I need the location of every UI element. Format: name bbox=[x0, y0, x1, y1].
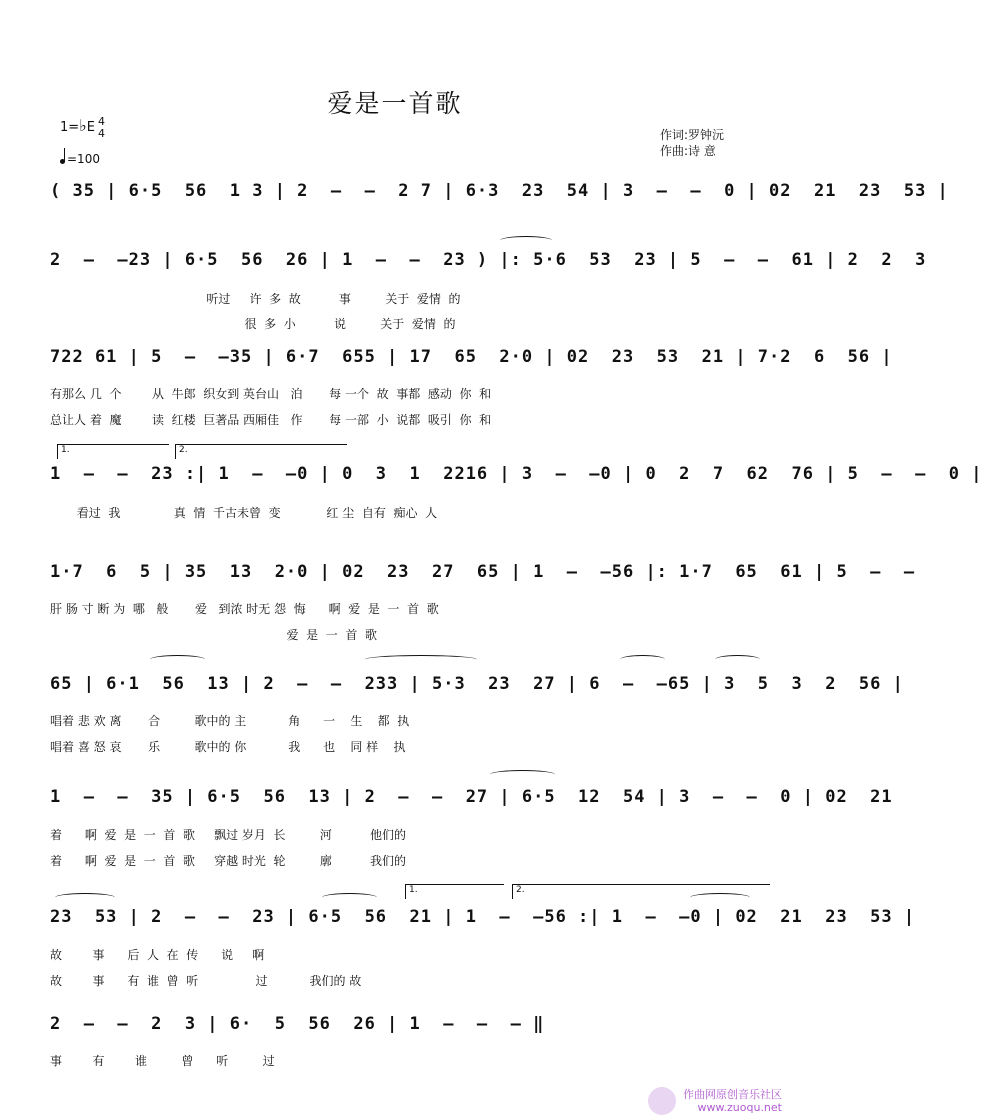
slur bbox=[715, 655, 760, 664]
system-8-notes: 23 53 | 2 – – 23 | 6·5 56 21 | 1 – –56 :| 1 – –0 | 02 21 23 53 | bbox=[50, 907, 916, 927]
time-top: 4 bbox=[98, 115, 105, 128]
system-2-lyrics-1: 听过 许 多 故 事 关于 爱情 的 bbox=[50, 292, 461, 306]
system-4-notes: 1 – – 23 :| 1 – –0 | 0 3 1 2216 | 3 – –0 | 0 2 7 62 76 | 5 – – 0 | bbox=[50, 464, 983, 484]
system-9-lyrics-1: 事 有 谁 曾 听 过 bbox=[50, 1054, 275, 1068]
tempo-value: =100 bbox=[67, 152, 100, 166]
system-7-lyrics-2: 着 啊 爱 是 一 首 歌 穿越 时光 轮 廓 我们的 bbox=[50, 854, 407, 868]
note-stem bbox=[64, 148, 65, 162]
key-signature bbox=[60, 115, 105, 140]
credits bbox=[660, 127, 724, 159]
volta-2: 2. bbox=[175, 444, 347, 459]
site-logo-icon bbox=[648, 1087, 676, 1115]
system-1-notes: ( 35 | 6·5 56 1 3 | 2 – – 2 7 | 6·3 23 54 | 3 – – 0 | 02 21 23 53 | bbox=[50, 181, 949, 201]
system-6-lyrics-2: 唱着 喜 怒 哀 乐 歌中的 你 我 也 同 样 执 bbox=[50, 740, 406, 754]
slur bbox=[500, 236, 552, 245]
flat-symbol: ♭ bbox=[79, 116, 87, 135]
system-3-lyrics-2: 总让人 着 魔 读 红楼 巨著品 西厢佳 作 每 一部 小 说都 吸引 你 和 bbox=[50, 413, 492, 427]
key-note: E bbox=[86, 120, 95, 135]
song-title: 爱是一首歌 bbox=[327, 89, 463, 118]
system-6-lyrics-1: 唱着 悲 欢 离 合 歌中的 主 角 一 生 都 执 bbox=[50, 714, 410, 728]
system-8-lyrics-1: 故 事 后 人 在 传 说 啊 bbox=[50, 948, 265, 962]
slur bbox=[150, 655, 205, 664]
system-8-lyrics-2: 故 事 有 谁 曾 听 过 我们的 故 bbox=[50, 974, 362, 988]
system-2-notes: 2 – –23 | 6·5 56 26 | 1 – – 23 ) |: 5·6 53 23 | 5 – – 61 | 2 2 3 bbox=[50, 250, 927, 270]
key-label: 1= bbox=[60, 120, 80, 135]
system-7-notes: 1 – – 35 | 6·5 56 13 | 2 – – 27 | 6·5 12 54 | 3 – – 0 | 02 21 bbox=[50, 787, 893, 807]
tempo-marking bbox=[60, 148, 100, 166]
system-6-notes: 65 | 6·1 56 13 | 2 – – 233 | 5·3 23 27 | 6 – –65 | 3 5 3 2 56 | bbox=[50, 674, 904, 694]
system-3-lyrics-1: 有那么 几 个 从 牛郎 织女到 英台山 泊 每 一个 故 事都 感动 你 和 bbox=[50, 387, 492, 401]
slur bbox=[55, 893, 115, 902]
slur bbox=[490, 770, 555, 779]
system-5-notes: 1·7 6 5 | 35 13 2·0 | 02 23 27 65 | 1 – –56 |: 1·7 65 61 | 5 – – bbox=[50, 562, 916, 582]
composer: 作曲:诗 意 bbox=[660, 144, 716, 158]
watermark bbox=[648, 1087, 783, 1115]
time-signature bbox=[98, 116, 105, 140]
system-5-lyrics-1: 肝 肠 寸 断 为 哪 般 爱 到浓 时无 怨 悔 啊 爱 是 一 首 歌 bbox=[50, 602, 439, 616]
system-4-lyrics-1: 看过 我 真 情 千古未曾 变 红 尘 自有 痴心 人 bbox=[50, 506, 438, 520]
time-bottom: 4 bbox=[98, 127, 105, 140]
volta-2b: 2. bbox=[512, 884, 770, 899]
system-9-notes: 2 – – 2 3 | 6· 5 56 26 | 1 – – – ‖ bbox=[50, 1014, 545, 1034]
slur bbox=[322, 893, 377, 902]
system-3-notes: 722 61 | 5 – –35 | 6·7 655 | 17 65 2·0 | 02 23 53 21 | 7·2 6 56 | bbox=[50, 347, 893, 367]
slur bbox=[620, 655, 665, 664]
watermark-url: www.zuoqu.net bbox=[697, 1101, 782, 1114]
system-5-lyrics-2: 爱 是 一 首 歌 bbox=[50, 628, 378, 642]
system-7-lyrics-1: 着 啊 爱 是 一 首 歌 飘过 岁月 长 河 他们的 bbox=[50, 828, 407, 842]
lyricist: 作词:罗钟沅 bbox=[660, 128, 725, 142]
watermark-site-cn: 作曲网原创音乐社区 bbox=[683, 1088, 782, 1101]
system-2-lyrics-2: 很 多 小 说 关于 爱情 的 bbox=[50, 317, 456, 331]
volta-1: 1. bbox=[57, 444, 169, 459]
volta-1b: 1. bbox=[405, 884, 504, 899]
slur bbox=[365, 655, 477, 664]
